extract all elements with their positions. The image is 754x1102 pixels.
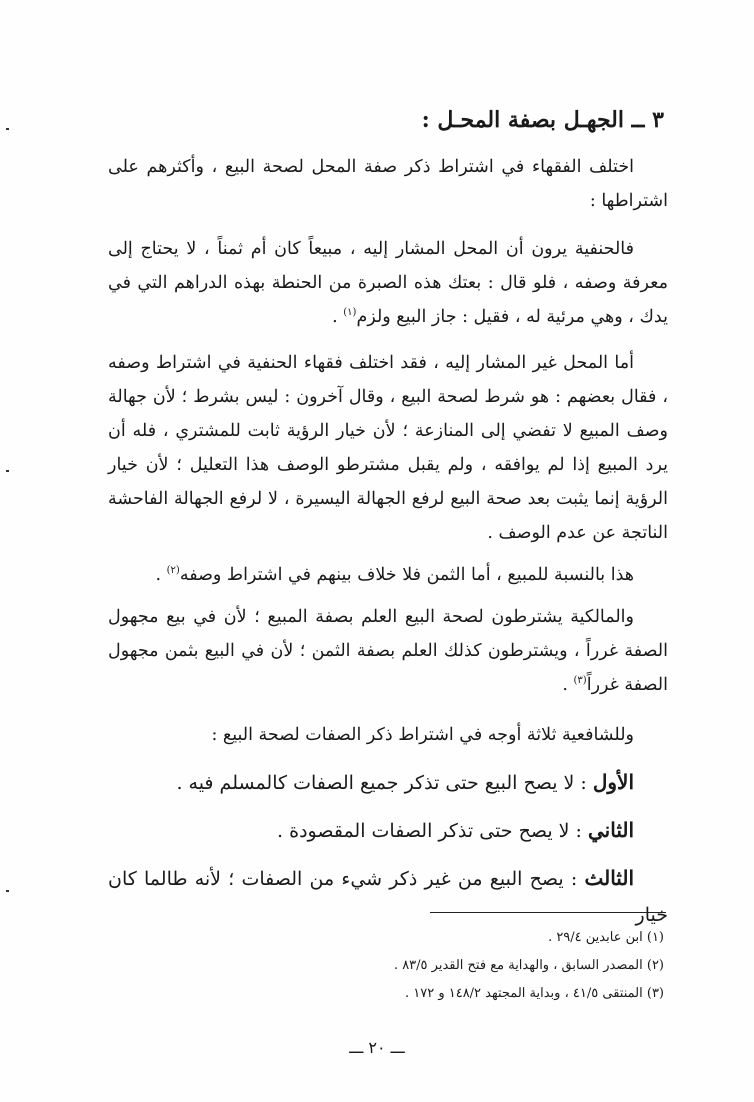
option-third-label: الثالث <box>584 866 634 890</box>
option-first <box>108 764 668 801</box>
footnote-ref-2[interactable]: (٢) <box>166 565 180 577</box>
paragraph-4-text: هذا بالنسبة للمبيع ، أما الثمن فلا خلاف بينهم في اشتراط وصفه <box>179 565 634 585</box>
scan-edge-mark <box>6 890 9 892</box>
footnote-ref-1[interactable]: (١) <box>343 307 357 319</box>
footnote-3: (٣) المنتقى ٤١/٥ ، وبداية المجتهد ١٤٨/٢ و ١٧٢ . <box>404 986 664 1001</box>
footnote-2: (٢) المصدر السابق ، والهداية مع فتح القدير ٨٣/٥ . <box>393 958 664 973</box>
paragraph-4 <box>108 558 668 592</box>
paragraph-2 <box>108 232 668 334</box>
section-heading: ٣ ــ الجهـل بصفة المحـل : <box>421 107 664 133</box>
footnote-ref-3[interactable]: (٣) <box>573 675 587 687</box>
option-first-text: : لا يصح البيع حتى تذكر جميع الصفات كالمسلم فيه . <box>176 772 593 794</box>
paragraph-1 <box>108 150 668 218</box>
scan-edge-mark <box>6 128 9 130</box>
option-third-text: : يصح البيع من غير ذكر شيء من الصفات ؛ لأنه طالما كان خيار <box>108 868 668 926</box>
option-second-text: : لا يصح حتى تذكر الصفات المقصودة . <box>277 820 588 842</box>
paragraph-5-text: والمالكية يشترطون لصحة البيع العلم بصفة المبيع ؛ لأن في بيع مجهول الصفة غرراً ، ويشترطون كذلك العلم بصفة الثمن ؛ لأن في البيع بثمن مجهول الصفة غرراً <box>108 607 668 695</box>
paragraph-1-text: اختلف الفقهاء في اشتراط ذكر صفة المحل لصحة البيع ، وأكثرهم على اشتراطها : <box>108 157 668 211</box>
paragraph-5 <box>108 600 668 702</box>
option-first-label: الأول <box>592 770 634 794</box>
paragraph-6 <box>108 718 668 752</box>
option-third <box>108 860 668 933</box>
paragraph-3 <box>108 346 668 550</box>
paragraph-2-end: . <box>332 307 344 327</box>
footnotes-list <box>104 924 664 1008</box>
paragraph-6-text: وللشافعية ثلاثة أوجه في اشتراط ذكر الصفات لصحة البيع : <box>211 725 634 745</box>
page-number: ـــ ٢٠ ـــ <box>349 1038 405 1057</box>
paragraph-3-text: أما المحل غير المشار إليه ، فقد اختلف فقهاء الحنفية في اشتراط وصفه ، فقال بعضهم : هو شرط لصحة البيع ، وقال آخرون : ليس بشرط ؛ لأن جهالة وصف المبيع لا تفضي إلى المنازعة ؛ لأن خيار الرؤية ثابت للمشتري ، فله أن يرد المبيع إذا لم يوافقه ، ولم يقبل مشترطو الوصف هذا التعليل ؛ لأن خيار الرؤية إنما يثبت بعد صحة البيع لرفع الجهالة اليسيرة ، لا لرفع الجهالة الفاحشة الناتجة عن عدم الوصف . <box>108 353 668 543</box>
footnote-divider <box>430 912 666 913</box>
paragraph-5-end: . <box>562 675 574 695</box>
paragraph-2-text: فالحنفية يرون أن المحل المشار إليه ، مبيعاً كان أم ثمناً ، لا يحتاج إلى معرفة وصفه ، فلو قال : بعتك هذه الصبرة من الحنطة بهذه الدراهم التي في يدك ، وهي مرئية له ، فقيل : جاز البيع ولزم <box>108 239 668 327</box>
scan-edge-mark <box>6 470 9 472</box>
option-second-label: الثاني <box>587 818 634 842</box>
paragraph-4-end: . <box>155 565 167 585</box>
option-second <box>108 812 668 849</box>
footnote-1: (١) ابن عابدين ٢٩/٤ . <box>548 930 664 945</box>
